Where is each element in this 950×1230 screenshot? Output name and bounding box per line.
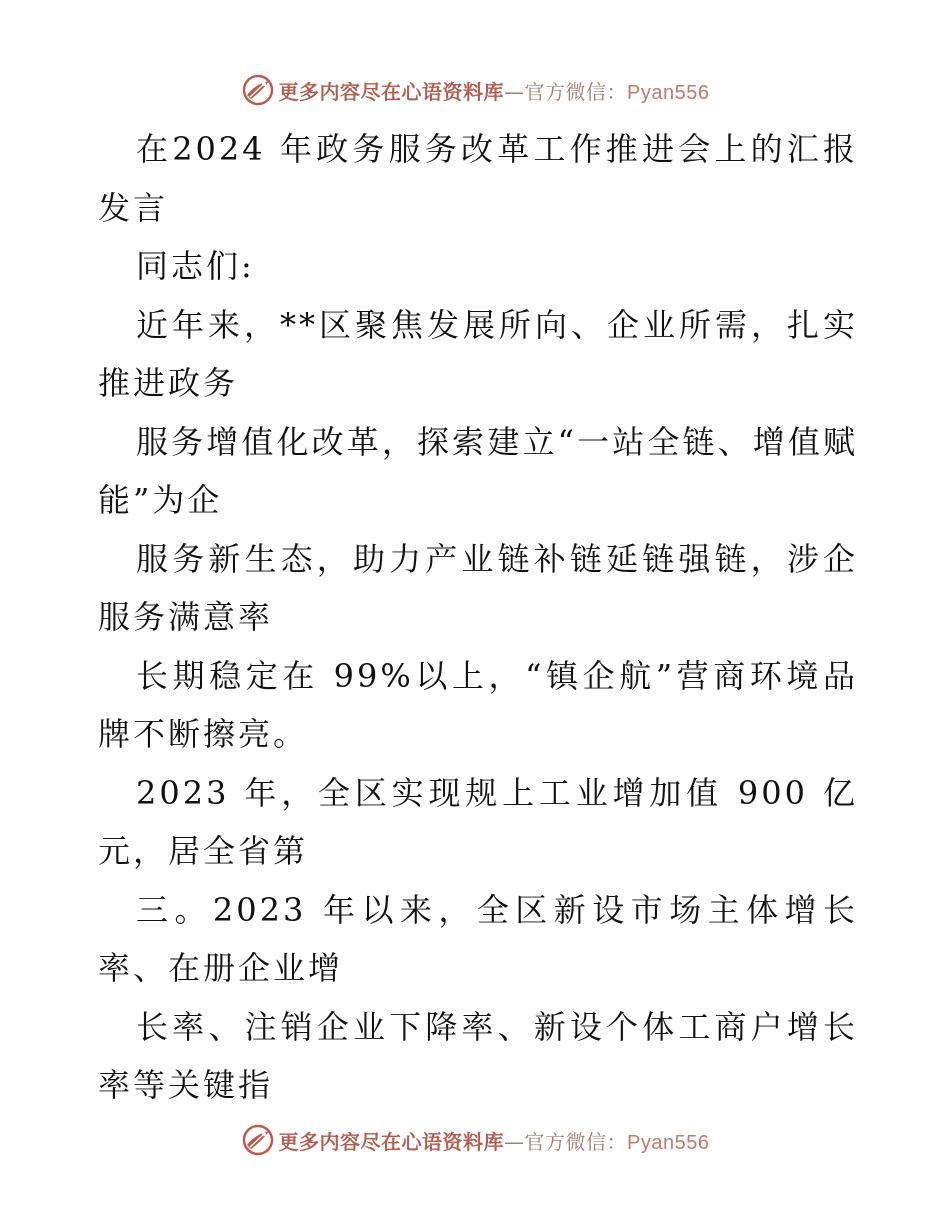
footer-banner-wechat-id: Pyan556 <box>627 1131 710 1154</box>
salutation: 同志们: <box>136 247 255 285</box>
header-banner-dash: — <box>504 79 525 104</box>
pen-nib-logo-icon <box>241 73 275 107</box>
paragraph: 2023 年，全区实现规上工业增加值 900 亿元，居全省第 <box>98 773 858 870</box>
footer-banner-dash: — <box>504 1129 525 1154</box>
paragraph: 近年来，**区聚焦发展所向、企业所需，扎实推进政务 <box>98 305 858 402</box>
paragraph: 长期稳定在 99%以上，“镇企航”营商环境品牌不断擦亮。 <box>98 656 858 753</box>
paragraph: 服务新生态，助力产业链补链延链强链，涉企服务满意率 <box>98 539 858 636</box>
header-banner-title: 更多内容尽在心语资料库 <box>278 79 505 104</box>
header-banner-wechat-label: 官方微信： <box>524 79 628 104</box>
paragraph: 三。2023 年以来，全区新设市场主体增长率、在册企业增 <box>98 890 858 987</box>
header-banner-text <box>279 76 710 105</box>
document-body <box>98 120 858 1115</box>
paragraph: 长率、注销企业下降率、新设个体工商户增长率等关键指 <box>98 1007 858 1104</box>
header-watermark-banner <box>0 70 950 110</box>
pen-nib-logo-icon <box>241 1123 275 1157</box>
footer-banner-text <box>279 1126 710 1155</box>
footer-banner-title: 更多内容尽在心语资料库 <box>278 1129 505 1154</box>
paragraph: 服务增值化改革，探索建立“一站全链、增值赋能”为企 <box>98 422 858 519</box>
footer-watermark-banner <box>0 1120 950 1160</box>
footer-banner-wechat-label: 官方微信： <box>524 1129 628 1154</box>
document-title: 在2024 年政务服务改革工作推进会上的汇报发言 <box>98 130 858 227</box>
header-banner-wechat-id: Pyan556 <box>627 81 710 104</box>
